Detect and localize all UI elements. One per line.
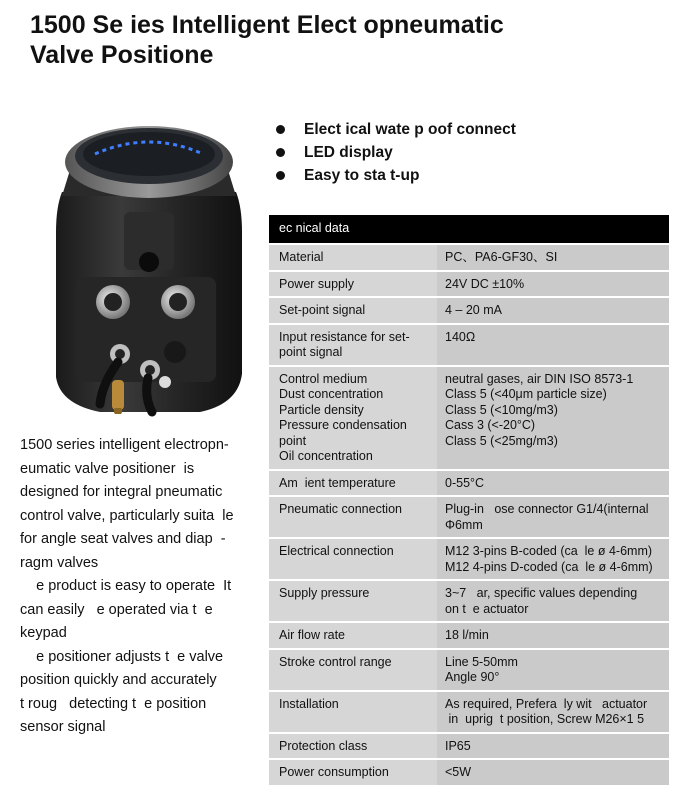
description-paragraph [20, 434, 260, 575]
description-line: keypad [20, 625, 67, 641]
feature-item: LED display [276, 141, 516, 164]
parameter-name-line: Protection class [279, 738, 368, 753]
parameter-name-line: Electrical connection [279, 544, 394, 558]
table-row [269, 298, 669, 325]
valve-positioner-image [40, 112, 255, 422]
bullet-icon [276, 148, 285, 157]
parameter-name [269, 581, 437, 623]
parameter-value [437, 539, 669, 581]
parameter-value [437, 471, 669, 498]
description-line: e positioner adjusts t e valve [20, 648, 224, 665]
parameter-value [437, 367, 669, 471]
table-row [269, 245, 669, 272]
parameter-value-line: Plug-in ose connector G1/4(internal [445, 502, 649, 516]
parameter-value [437, 272, 669, 299]
parameter-value-line: 0-55°C [445, 475, 485, 490]
parameter-value-line: PC、PA6-GF30、SI [445, 250, 558, 264]
parameter-value-line: on t e actuator [445, 601, 529, 616]
product-description [20, 434, 260, 740]
table-row [269, 734, 669, 761]
feature-item: Elect ical wate p oof connect [276, 118, 516, 141]
bullet-icon [276, 125, 285, 134]
parameter-value-line: Class 5 (<10mg/m3) [445, 402, 558, 417]
parameter-value-line: 4 – 20 mA [445, 303, 502, 317]
parameter-name-line: Installation [279, 696, 339, 711]
parameter-value [437, 760, 669, 787]
parameter-name [269, 692, 437, 734]
parameter-name-line: Am ient temperature [279, 475, 396, 490]
parameter-value-line: Class 5 (<25mg/m3) [445, 433, 558, 448]
parameter-name-line: Pressure condensation [279, 418, 407, 432]
parameter-name-line: point [279, 433, 307, 448]
parameter-name [269, 650, 437, 692]
parameter-name-line: Power consumption [279, 765, 389, 779]
parameter-value [437, 581, 669, 623]
table-row [269, 581, 669, 623]
parameter-name [269, 623, 437, 650]
parameter-value [437, 734, 669, 761]
page-title [30, 10, 660, 70]
table-row [269, 272, 669, 299]
parameter-value [437, 650, 669, 692]
parameter-name-line: Material [279, 250, 324, 264]
description-line: t roug detecting t e position [20, 695, 207, 712]
feature-item: Easy to sta t-up [276, 164, 516, 187]
parameter-name [269, 367, 437, 471]
parameter-value-line: neutral gases, air DIN ISO 8573-1 [445, 371, 634, 386]
table-row [269, 692, 669, 734]
feature-list [276, 118, 516, 187]
description-paragraph [20, 646, 260, 740]
table-row [269, 367, 669, 471]
description-line: designed for integral pneumatic [20, 484, 223, 500]
technical-data-table [269, 215, 669, 787]
parameter-value-line: Class 5 (<40μm particle size) [445, 387, 607, 401]
description-line: can easily e operated via t e [20, 601, 213, 618]
description-line: control valve, particularly suita le [20, 507, 234, 524]
parameter-value [437, 497, 669, 539]
table-row [269, 325, 669, 367]
page-title-line-1: 1500 Se ies Intelligent Elect opneumatic [30, 11, 504, 39]
page-title-line-2: Valve Positione [30, 41, 214, 69]
parameter-value [437, 245, 669, 272]
parameter-value [437, 623, 669, 650]
parameter-name-line: Power supply [279, 276, 355, 291]
parameter-name-line: Control medium [279, 371, 368, 386]
parameter-value-line: 24V DC ±10% [445, 276, 525, 291]
parameter-name-line: Input resistance for set- [279, 329, 410, 344]
description-line: 1500 series intelligent electropn- [20, 437, 229, 453]
parameter-name-line: Air flow rate [279, 628, 345, 642]
parameter-value-line: Cass 3 (<-20°C) [445, 418, 536, 432]
parameter-name-line: Pneumatic connection [279, 502, 402, 516]
table-row [269, 650, 669, 692]
parameter-name [269, 497, 437, 539]
description-line: ragm valves [20, 554, 99, 571]
parameter-name [269, 245, 437, 272]
parameter-name-line: Particle density [279, 402, 364, 417]
parameter-value [437, 692, 669, 734]
table-row [269, 760, 669, 787]
description-paragraph [20, 575, 260, 646]
parameter-value-line: <5W [445, 765, 472, 779]
description-line: sensor signal [20, 719, 106, 735]
parameter-value-line: Φ6mm [445, 517, 483, 532]
table-header-row [269, 215, 669, 245]
parameter-value-line: Angle 90° [445, 670, 500, 684]
table-row [269, 471, 669, 498]
table-row [269, 539, 669, 581]
description-line: e product is easy to operate It [20, 578, 232, 594]
description-line: eumatic valve positioner is [20, 460, 195, 477]
parameter-value [437, 298, 669, 325]
table-row [269, 497, 669, 539]
parameter-value-line: 18 l/min [445, 628, 489, 642]
parameter-value-line: M12 4-pins D-coded (ca le ø 4-6mm) [445, 559, 653, 574]
parameter-name-line: Stroke control range [279, 654, 392, 669]
parameter-value-line: As required, Prefera ly wit actuator [445, 696, 648, 711]
table-header-label: ec nical data [269, 215, 437, 245]
parameter-value-line: Line 5-50mm [445, 654, 518, 669]
parameter-name-line: point signal [279, 345, 343, 359]
description-line: position quickly and accurately [20, 672, 217, 688]
parameter-name [269, 760, 437, 787]
description-line: for angle seat valves and diap - [20, 531, 226, 547]
parameter-name [269, 272, 437, 299]
parameter-name [269, 471, 437, 498]
parameter-name-line: Oil concentration [279, 449, 373, 463]
parameter-name-line: Supply pressure [279, 586, 370, 600]
parameter-name-line: Set-point signal [279, 303, 366, 317]
parameter-name [269, 325, 437, 367]
table-header-spacer [437, 215, 669, 245]
parameter-value-line: 3~7 ar, specific values depending [445, 586, 638, 600]
parameter-name [269, 539, 437, 581]
parameter-value-line: in uprig t position, Screw M26×1 5 [445, 712, 645, 726]
parameter-name [269, 298, 437, 325]
parameter-name-line: Dust concentration [279, 387, 384, 401]
table-row [269, 623, 669, 650]
parameter-value-line: 140Ω [445, 329, 476, 344]
bullet-icon [276, 171, 285, 180]
parameter-name [269, 734, 437, 761]
parameter-value-line: IP65 [445, 738, 471, 753]
parameter-value-line: M12 3-pins B-coded (ca le ø 4-6mm) [445, 544, 653, 558]
parameter-value [437, 325, 669, 367]
